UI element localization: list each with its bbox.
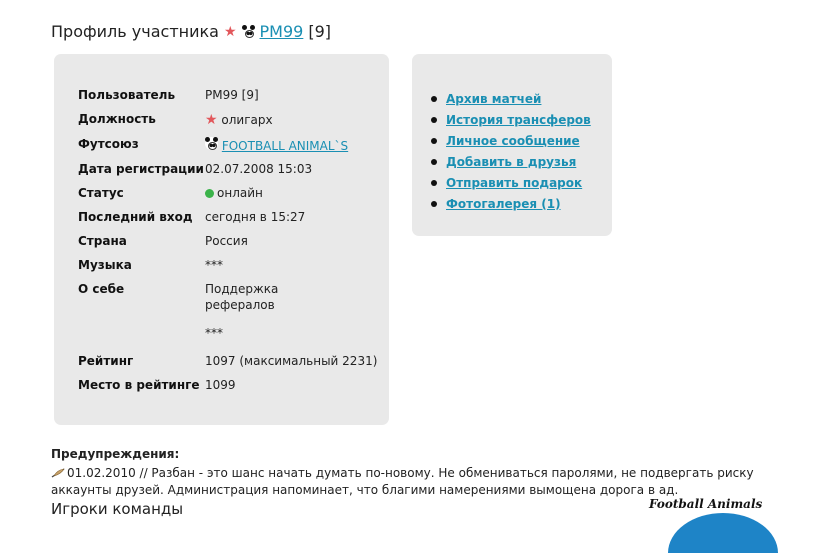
action-item (431, 151, 591, 172)
warning-text: 01.02.2010 // Разбан - это шанс начать думать по-новому. Не обмениваться паролями, не подвергать риску аккаунты друзей. Администрация напоминает, что благими намерениями вымощена дорога в ад. (51, 466, 754, 497)
field-value: 02.07.2008 15:03 (205, 162, 313, 176)
field-value: *** (205, 258, 223, 272)
union-link[interactable]: FOOTBALL ANIMAL`S (221, 139, 349, 153)
panda-icon (242, 25, 255, 38)
profile-panel (54, 54, 389, 425)
field-value-wrap (205, 112, 395, 128)
field-value: 1099 (205, 378, 236, 392)
field-label: Место в рейтинге (78, 378, 200, 392)
about-line: Поддержка (205, 282, 279, 296)
bullet-icon (431, 96, 437, 102)
bullet-icon (431, 117, 437, 123)
field-value-wrap (205, 186, 395, 200)
field-label: О себе (78, 282, 125, 296)
private-message-link[interactable]: Личное сообщение (446, 133, 580, 148)
photo-gallery-link[interactable]: Фотогалерея (1) (446, 196, 561, 211)
field-label: Должность (78, 112, 156, 126)
match-archive-link[interactable]: Архив матчей (446, 91, 542, 106)
field-label: Рейтинг (78, 354, 134, 368)
about-line: рефералов (205, 298, 275, 312)
send-gift-link[interactable]: Отправить подарок (446, 175, 583, 190)
field-value-wrap (205, 137, 395, 153)
team-players-heading: Игроки команды (51, 500, 184, 518)
add-friend-link[interactable]: Добавить в друзья (446, 154, 577, 169)
field-value: сегодня в 15:27 (205, 210, 306, 224)
field-label: Музыка (78, 258, 132, 272)
field-value: онлайн (217, 186, 263, 200)
field-value: олигарх (221, 113, 273, 127)
action-item (431, 193, 591, 214)
bullet-icon (431, 180, 437, 186)
field-value: 1097 (максимальный 2231) (205, 354, 378, 368)
bullet-icon (431, 201, 437, 207)
username-link[interactable]: PM99 (259, 22, 304, 41)
page-title (51, 22, 331, 41)
field-value: PM99 [9] (205, 88, 259, 102)
bullet-icon (431, 138, 437, 144)
actions-panel (412, 54, 612, 236)
field-label: Футсоюз (78, 137, 139, 151)
field-label: Пользователь (78, 88, 176, 102)
star-icon: ★ (223, 23, 237, 40)
field-label: Последний вход (78, 210, 193, 224)
user-level: [9] (308, 22, 332, 41)
warnings-title: Предупреждения: (51, 447, 180, 461)
actions-list (431, 88, 591, 214)
star-icon: ★ (205, 112, 218, 128)
bullet-icon (431, 159, 437, 165)
action-item (431, 88, 591, 109)
field-value: Россия (205, 234, 248, 248)
logo-emblem (668, 513, 778, 553)
action-item (431, 172, 591, 193)
title-prefix: Профиль участника (51, 22, 219, 41)
action-item (431, 130, 591, 151)
warning-entry (51, 465, 791, 499)
about-line: *** (205, 326, 223, 340)
action-item (431, 109, 591, 130)
field-label: Дата регистрации (78, 162, 204, 176)
transfer-history-link[interactable]: История трансферов (446, 112, 591, 127)
field-label: Страна (78, 234, 127, 248)
online-status-icon (205, 189, 214, 198)
panda-icon (205, 137, 218, 150)
feather-icon (51, 468, 65, 478)
logo-text: Football Animals (649, 497, 763, 511)
field-label: Статус (78, 186, 124, 200)
